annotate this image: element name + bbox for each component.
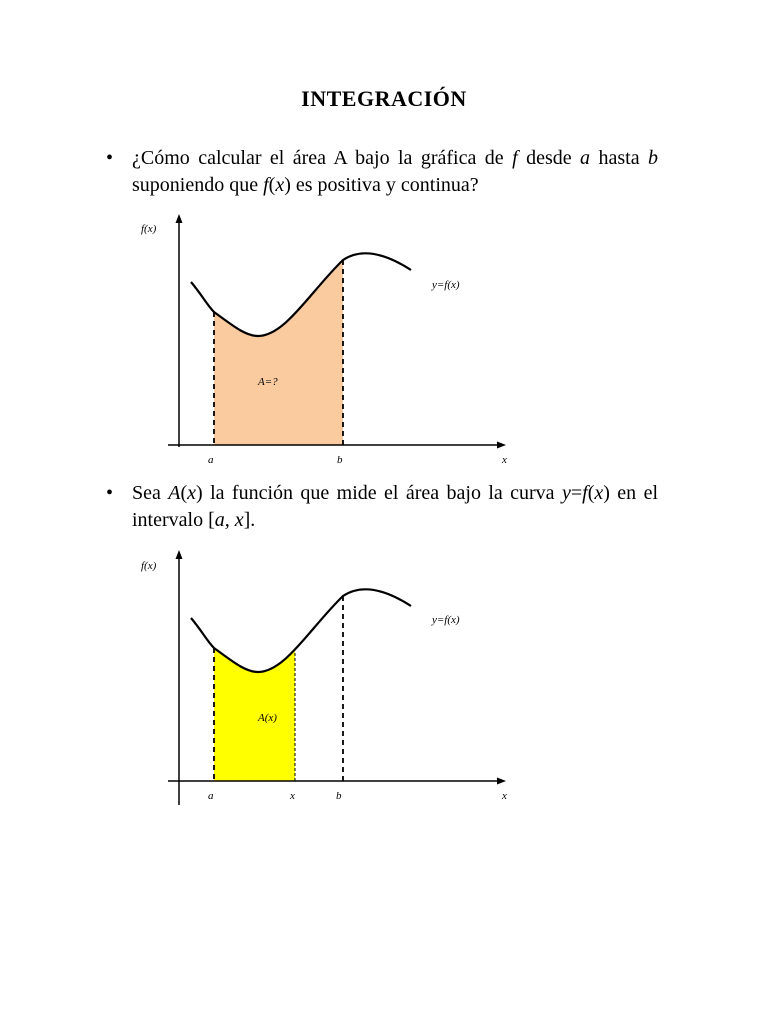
bullet-text [132, 480, 658, 534]
text-run: desde [517, 147, 581, 169]
math-eq: = [570, 482, 583, 504]
x-axis-label: x [502, 454, 507, 466]
math-f: f [582, 482, 588, 504]
paren: ) [284, 174, 291, 196]
paren: ( [587, 482, 595, 504]
math-x: x [275, 174, 285, 196]
shaded-area-Ax [214, 648, 295, 781]
math-A: A [168, 482, 181, 504]
page-title: INTEGRACIÓN [301, 86, 467, 111]
tick-label-b: b [337, 454, 343, 466]
math-y: y [561, 482, 571, 504]
text-run: la función que mide el área bajo la curva [202, 482, 562, 504]
math-x: x [234, 509, 244, 531]
x-axis-arrow [497, 778, 506, 785]
bullet-item-area-function [106, 480, 658, 534]
bullet-marker: • [106, 147, 114, 169]
text-run: en el intervalo [ [132, 482, 658, 531]
bullet-item-area-question [106, 145, 658, 199]
math-x: x [187, 482, 197, 504]
math-a: a, [214, 509, 230, 531]
text-run: ]. [243, 509, 256, 531]
tick-label-a: a [208, 790, 214, 802]
bullet-text [132, 145, 658, 199]
y-axis-arrow [176, 214, 183, 223]
math-f: f [263, 174, 269, 196]
y-axis-label: f(x) [141, 223, 157, 235]
shaded-area-A [214, 260, 343, 445]
area-graph-1 [0, 205, 768, 505]
bullet-marker: • [106, 482, 114, 504]
curve-label: y=f(x) [432, 279, 460, 291]
text-run: ¿Cómo calcular el área A bajo la gráfica de [132, 147, 513, 169]
text-run: suponiendo que [132, 174, 264, 196]
area-label: A=? [258, 376, 278, 388]
x-axis-arrow [497, 442, 506, 449]
y-axis-arrow [176, 550, 183, 559]
text-run: es positiva y continua? [290, 174, 479, 196]
paren: ) [196, 482, 203, 504]
text-run: Sea [132, 482, 169, 504]
tick-label-b: b [336, 790, 342, 802]
tick-label-x: x [290, 790, 295, 802]
math-b: b [648, 147, 658, 169]
tick-label-a: a [208, 454, 214, 466]
y-axis-label: f(x) [141, 560, 157, 572]
paren: ) [603, 482, 610, 504]
math-x: x [594, 482, 604, 504]
math-a: a [580, 147, 591, 169]
paren: ( [268, 174, 276, 196]
text-run: hasta [590, 147, 648, 169]
area-label: A(x) [258, 712, 277, 724]
x-axis-label: x [502, 790, 507, 802]
curve-label: y=f(x) [432, 614, 460, 626]
area-graph-2 [0, 540, 768, 840]
math-f: f [512, 147, 518, 169]
paren: ( [180, 482, 188, 504]
